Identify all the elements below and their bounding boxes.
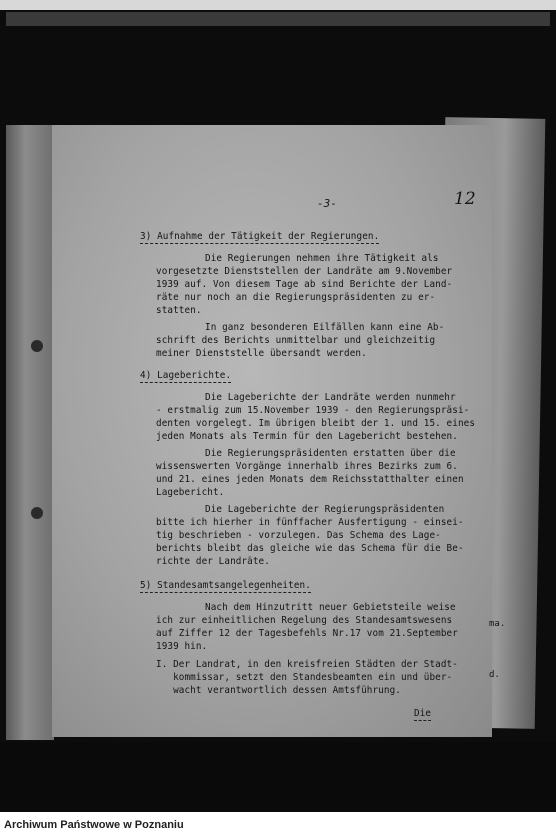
section-heading: 4) Lageberichte.: [140, 370, 232, 381]
text-line: 1939 hin.: [156, 641, 208, 652]
text-line: schrift des Berichts unmittelbar und gleichzeitig: [156, 335, 436, 346]
text-line: 1939 auf. Von diesem Tage ab sind Berichte der Land-: [156, 279, 453, 290]
text-line: wissenswerten Vorgänge innerhalb ihres Bezirks zum 6.: [156, 461, 458, 472]
text-line: vorgesetzte Dienststellen der Landräte am 9.November: [156, 266, 453, 277]
catchword: Die: [414, 708, 432, 719]
margin-note: d.: [489, 670, 500, 680]
text-line: Nach dem Hinzutritt neuer Gebietsteile weise: [205, 602, 456, 613]
text-line: räte nur noch an die Regierungspräsidenten zu er-: [156, 292, 436, 303]
text-line: bitte ich hierher in fünffacher Ausfertigung - einsei-: [156, 517, 464, 528]
text-line: richte der Landräte.: [156, 556, 270, 567]
text-line: wacht verantwortlich dessen Amtsführung.: [156, 685, 401, 696]
margin-note: ma.: [489, 619, 506, 629]
text-line: Die Regierungen nehmen ihre Tätigkeit als: [205, 253, 439, 264]
text-line: ich zur einheitlichen Regelung des Standesamtswesens: [156, 615, 453, 626]
text-line: In ganz besonderen Eilfällen kann eine Ab-: [205, 322, 445, 333]
text-line: jeden Monats als Termin für den Lagebericht bestehen.: [156, 431, 458, 442]
text-line: kommissar, setzt den Standesbeamten ein und über-: [156, 672, 453, 683]
scan-top-strip: [0, 0, 556, 10]
punch-hole: [31, 507, 43, 519]
section-heading: 5) Standesamtsangelegenheiten.: [140, 580, 311, 591]
scan-top-edge: [6, 12, 550, 26]
document-page: [52, 125, 506, 737]
text-line: I. Der Landrat, in den kreisfreien Städten der Stadt-: [156, 659, 458, 670]
text-line: - erstmalig zum 15.November 1939 - den Regierungspräsi-: [156, 405, 470, 416]
folio-number: 12: [454, 189, 476, 209]
text-line: Die Lageberichte der Regierungspräsidenten: [205, 504, 445, 515]
page-number: -3-: [317, 197, 337, 210]
text-line: tig beschrieben - vorzulegen. Das Schema des Lage-: [156, 530, 441, 541]
text-line: Die Regierungspräsidenten erstatten über die: [205, 448, 456, 459]
text-line: Die Lageberichte der Landräte werden nunmehr: [205, 392, 456, 403]
text-line: meiner Dienststelle übersandt werden.: [156, 348, 367, 359]
archive-footer: [0, 812, 556, 840]
text-line: und 21. eines jeden Monats dem Reichsstatthalter einen: [156, 474, 464, 485]
archive-name: Archiwum Państwowe w Poznaniu: [4, 819, 184, 831]
punch-hole: [31, 340, 43, 352]
text-line: statten.: [156, 305, 202, 316]
text-line: auf Ziffer 12 der Tagesbefehls Nr.17 vom 21.September: [156, 628, 458, 639]
text-line: berichts bleibt das gleiche wie das Schema für die Be-: [156, 543, 464, 554]
binder-spine: [6, 125, 54, 740]
scan-bottom-edge: [0, 742, 556, 812]
text-line: Lagebericht.: [156, 487, 225, 498]
text-line: denten vorgelegt. Im übrigen bleibt der 1. und 15. eines: [156, 418, 476, 429]
section-heading: 3) Aufnahme der Tätigkeit der Regierungen.: [140, 231, 380, 242]
